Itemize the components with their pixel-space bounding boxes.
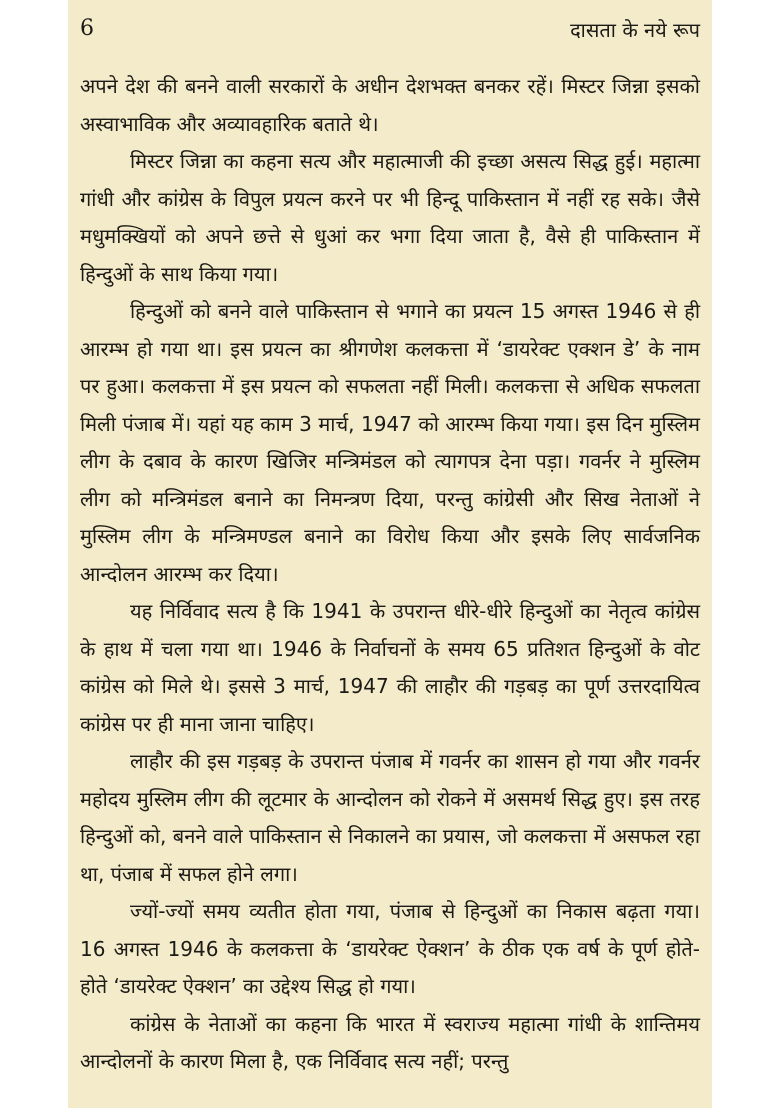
paragraph: कांग्रेस के नेताओं का कहना कि भारत में स्वराज्य महात्मा गांधी के शान्तिमय आन्दोलनों के कारण मिला है, एक निर्विवाद सत्य नहीं; परन्तु — [80, 1011, 700, 1073]
running-title: दासता के नये रूप — [570, 18, 700, 42]
book-page — [68, 0, 712, 1108]
paragraph: यह निर्विवाद सत्य है कि 1941 के उपरान्त धीरे-धीरे हिन्दुओं का नेतृत्व कांग्रेस के हाथ में चला गया था। 1946 के निर्वाचनों के समय 65 प्रतिशत हिन्दुओं के वोट कांग्रेस को मिले थे। इससे 3 मार्च, 1947 की लाहौर की गड़बड़ का पूर्ण उत्तरदायित्व कांग्रेस पर ही माना जाना चाहिए। — [80, 599, 700, 736]
page-header — [68, 12, 712, 52]
paragraph: मिस्टर जिन्ना का कहना सत्य और महात्माजी की इच्छा असत्य सिद्ध हुई। महात्मा गांधी और कांग्रेस के विपुल प्रयत्न करने पर भी हिन्दू पाकिस्तान में नहीं रह सके। जैसे मधुमक्खियों को अपने छत्ते से धुआं कर भगा दिया जाता है, वैसे ही पाकिस्तान में हिन्दुओं के साथ किया गया। — [80, 149, 700, 286]
body-text — [80, 68, 700, 1081]
paragraph: अपने देश की बनने वाली सरकारों के अधीन देशभक्त बनकर रहें। मिस्टर जिन्ना इसको अस्वाभाविक और अव्यावहारिक बताते थे। — [80, 74, 700, 136]
paragraph: हिन्दुओं को बनने वाले पाकिस्तान से भगाने का प्रयत्न 15 अगस्त 1946 से ही आरम्भ हो गया था। इस प्रयत्न का श्रीगणेश कलकत्ता में ‘डायरेक्ट एक्शन डे’ के नाम पर हुआ। कलकत्ता में इस प्रयत्न को सफलता नहीं मिली। कलकत्ता से अधिक सफलता मिली पंजाब में। यहां यह काम 3 मार्च, 1947 को आरम्भ किया गया। इस दिन मुस्लिम लीग के दबाव के कारण खिजिर मन्त्रिमंडल को त्यागपत्र देना पड़ा। गवर्नर ने मुस्लिम लीग को मन्त्रिमंडल बनाने का निमन्त्रण दिया, परन्तु कांग्रेसी और सिख नेताओं ने मुस्लिम लीग के मन्त्रिमण्डल बनाने का विरोध किया और इसके लिए सार्वजनिक आन्दोलन आरम्भ कर दिया। — [80, 299, 700, 586]
paragraph: लाहौर की इस गड़बड़ के उपरान्त पंजाब में गवर्नर का शासन हो गया और गवर्नर महोदय मुस्लिम लीग की लूटमार के आन्दोलन को रोकने में असमर्थ सिद्ध हुए। इस तरह हिन्दुओं को, बनने वाले पाकिस्तान से निकालने का प्रयास, जो कलकत्ता में असफल रहा था, पंजाब में सफल होने लगा। — [80, 749, 700, 886]
page-number: 6 — [80, 16, 94, 41]
paragraph: ज्यों-ज्यों समय व्यतीत होता गया, पंजाब से हिन्दुओं का निकास बढ़ता गया। 16 अगस्त 1946 के कलकत्ता के ‘डायरेक्ट ऐक्शन’ के ठीक एक वर्ष के पूर्ण होते-होते ‘डायरेक्ट ऐक्शन’ का उद्देश्य सिद्ध हो गया। — [80, 899, 700, 998]
